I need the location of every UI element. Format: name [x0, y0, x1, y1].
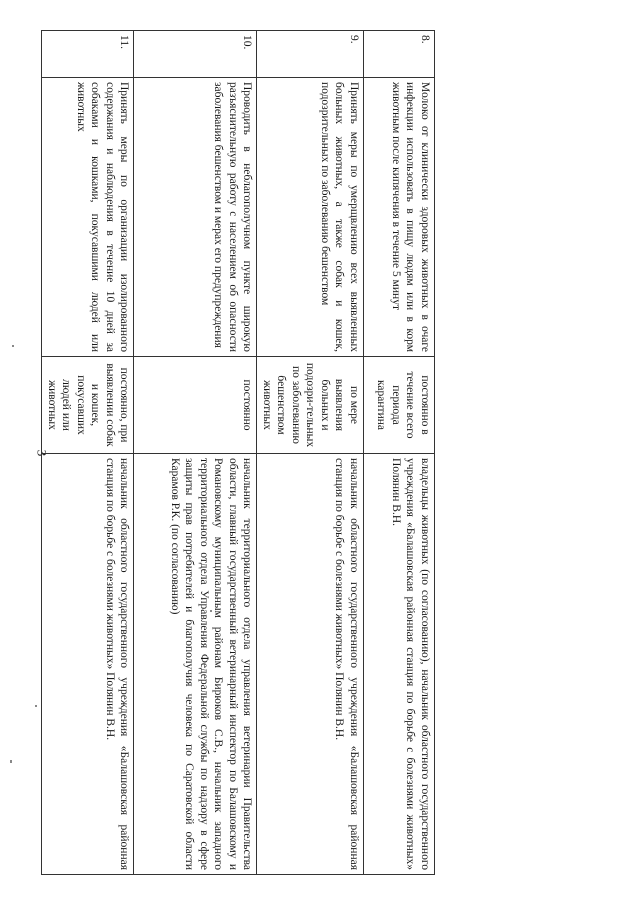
responsible-cell: начальник территориального отдела управления ветеринарии Правительства области, главный государственный ветеринарный инспектор по Балашовскому и Романовскому муниципальным районам Бирюков С.В., начальник западного территориального отдела Управления Федеральной службы по надзору в сфере защиты прав потребителей и благополучия человека по Саратовской области Карамов Р.К. (по согласованию)	[134, 454, 257, 875]
measure-cell: Молоко от клинически здоровых животных в очаге инфекции использовать в пищу людям или в корм животным после кипячения в течение 5 минут	[364, 78, 435, 357]
term-cell: постоянно, при выявлении собак и кошек, покусавших людей или животных	[42, 357, 134, 454]
responsible-cell: владельцы животных (по согласованию), начальник областного государственного учреждения «Балашовская районная станция по борьбе с болезнями животных» Полянин В.Н.	[364, 454, 435, 875]
responsible-cell: начальник областного государственного учреждения «Балашовская районная станция по борьбе с болезнями животных» Полянин В.Н.	[257, 454, 364, 875]
table-row	[42, 31, 134, 875]
scan-speck	[210, 610, 212, 612]
row-number: 8.	[364, 31, 435, 78]
scan-speck	[35, 705, 37, 707]
measure-cell: Принять меры по умерщвлению всех выявленных больных животных, а также собак и кошек, подозрительных по заболеванию бешенством	[257, 78, 364, 357]
row-number: 11.	[42, 31, 134, 78]
term-cell: постоянно	[134, 357, 257, 454]
scan-speck	[12, 345, 14, 347]
measure-cell: Проводить в неблагополучном пункте широкую разъяснительную работу с населением об опасности заболевания бешенством и мерах его предупреждения	[134, 78, 257, 357]
measure-cell: Принять меры по организации изолированного содержания и наблюдения в течение 10 дней за собаками и кошками, покусавшими людей или животных	[42, 78, 134, 357]
page-number: 3	[34, 449, 50, 457]
row-number: 10.	[134, 31, 257, 78]
scan-speck	[10, 760, 12, 763]
table-row	[364, 31, 435, 875]
table-row	[134, 31, 257, 875]
measures-table	[42, 30, 436, 875]
table-row	[257, 31, 364, 875]
responsible-cell: начальник областного государственного учреждения «Балашовская районная станция по борьбе с болезнями животных» Полянин В.Н.	[42, 454, 134, 875]
row-number: 9.	[257, 31, 364, 78]
rotated-table-wrapper	[46, 30, 435, 875]
term-cell: по мере выявления больных и подозри-тельных по заболеванию бешенством животных	[257, 357, 364, 454]
term-cell: постоянно в течение всего периода карантина	[364, 357, 435, 454]
